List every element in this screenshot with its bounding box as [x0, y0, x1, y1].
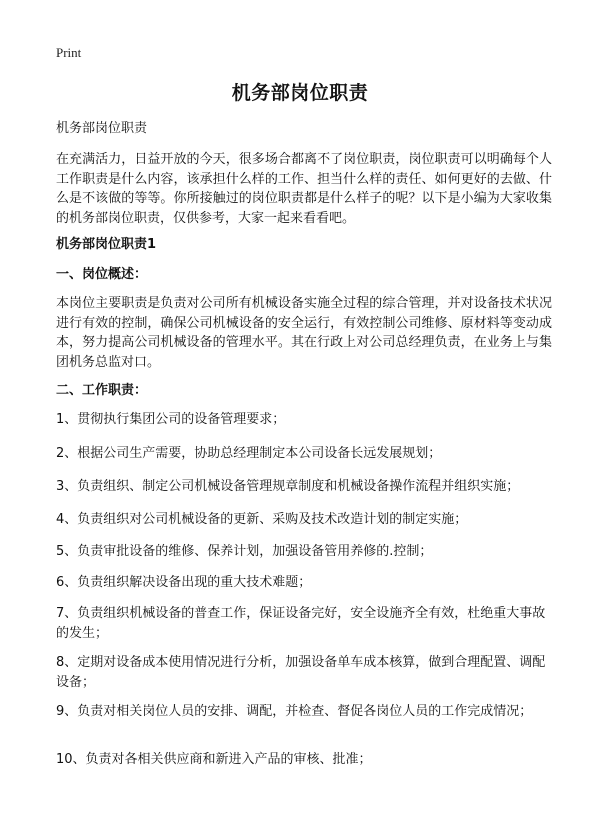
duty-item: 7、负责组织机械设备的普查工作，保证设备完好，安全设施齐全有效，杜绝重大事故的发生；	[56, 606, 546, 641]
duty-item: 3、负责组织、制定公司机械设备管理规章制度和机械设备操作流程并组织实施；	[56, 479, 520, 494]
duty-item: 1、贯彻执行集团公司的设备管理要求；	[56, 412, 286, 427]
document-title: 机务部岗位职责	[231, 82, 369, 104]
overview-paragraph: 本岗位主要职责是负责对公司所有机械设备实施全过程的综合管理，并对设备技术状况进行有效的控制，确保公司机械设备的安全运行，有效控制公司维修、原材料等变动成本，努力提高公司机械设备的管理水平。其在行政上对公司总经理负责，在业务上与集团机务总监对口。	[56, 296, 552, 370]
overview-heading: 一、岗位概述：	[56, 267, 148, 282]
duty-item: 10、负责对各相关供应商和新进入产品的审核、批准；	[56, 752, 372, 767]
duty-item: 9、负责对相关岗位人员的安排、调配，并检查、督促各岗位人员的工作完成情况；	[56, 704, 533, 719]
duty-item: 6、负责组织解决设备出现的重大技术难题；	[56, 575, 312, 590]
duty-item: 8、定期对设备成本使用情况进行分析，加强设备单车成本核算，做到合理配置、调配设备；	[56, 655, 546, 690]
document-subtitle: 机务部岗位职责	[56, 121, 148, 136]
intro-paragraph: 在充满活力，日益开放的今天，很多场合都离不了岗位职责，岗位职责可以明确每个人工作职责是什么内容，该承担什么样的工作、担当什么样的责任、如何更好的去做、什么是不该做的等等。你所接触过的岗位职责都是什么样子的呢？以下是小编为大家收集的机务部岗位职责，仅供参考，大家一起来看看吧。	[56, 152, 552, 226]
duties-heading: 二、工作职责：	[56, 383, 148, 398]
print-label: Print	[56, 45, 82, 60]
duty-item: 5、负责审批设备的维修、保养计划，加强设备管用养修的.控制；	[56, 544, 433, 559]
section-title: 机务部岗位职责1	[56, 237, 157, 252]
duty-item: 2、根据公司生产需要，协助总经理制定本公司设备长远发展规划；	[56, 446, 442, 461]
duty-item: 4、负责组织对公司机械设备的更新、采购及技术改造计划的制定实施；	[56, 512, 468, 527]
